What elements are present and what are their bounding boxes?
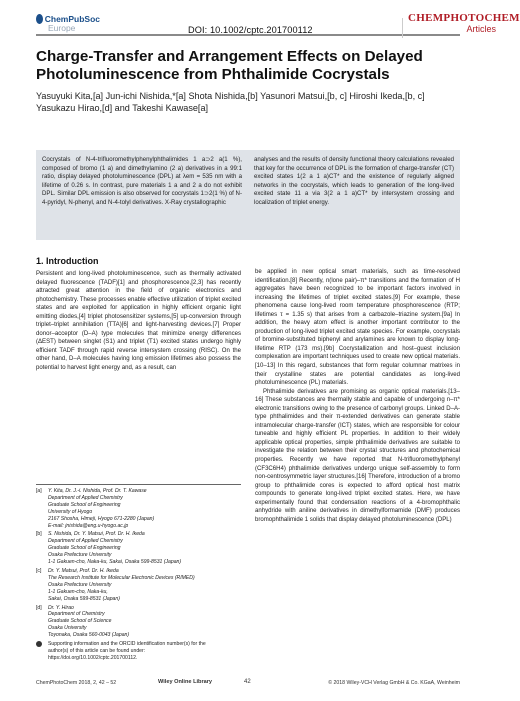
logo-subtitle: Europe	[48, 23, 76, 33]
paragraph: be applied in new optical smart materials, such as time-resolved identification.[8] Recently, n(lone pair)–π* transitions and the formation of H aggregates have been recognized to be important factors involved in increasing the lifetimes of triplet excited states.[9] For example, these phenomena cause long-lived room temperature phosphorescence (RTP; lifetimes τ = 1.35 s) that arises from a carbazole–triazine system.[9a] In addition, the heavy atom effect is another important contributor to the production of long-lived triplet excited state species. For example, cocrystals of bromine-substituted biphenyl and arylamines are known to display long-lifetime RTP (173 ms).[9b] Cocrystallization and host–guest inclusion complexation are important techniques used to create new optical materials.[10–13] In this regard, substances that form regular columnar matrixes in their crystalline states are potential candidates as long-lived photoluminescence (PL) materials.	[255, 269, 460, 387]
abstract-left: Cocrystals of N-4-trifluoromethylphenylphthalimides 1 a⊃2 a(1 %), composed of bromo (1 a) and dimethylamino (2 a) derivatives in a 99:1 ratio, display delayed photoluminescence (DPL) at λem = 535 nm with a lifetime of 0.26 s. In contrast, pure materials 1 a and 2 a do not exhibit DPL. Similar DPL emission is also observed for cocrystals 1⊃2(1 %) of N-4-pyridyl, N-phenyl, and N-4-tolyl derivatives. X-Ray crystallographic	[42, 156, 242, 206]
affiliation-footnotes	[36, 488, 241, 664]
section-heading: 1. Introduction	[36, 256, 99, 266]
journal-name: CHEMPHOTOCHEM	[408, 12, 520, 24]
email-link[interactable]: E-mail: jnishida@eng.u-hyogo.ac.jp	[48, 522, 129, 529]
body-column-right	[255, 268, 460, 524]
abstract-box	[36, 150, 460, 240]
footnote-c: [c] Dr. Y. Matsui, Prof. Dr. H. Ikeda The Research Institute for Molecular Electronic Devices (RIMED) Osaka Prefecture University 1-1 Gakuen-cho, Naka-ku, Sakai, Osaka 599-8531 (Japan)	[36, 567, 195, 602]
supporting-info-link[interactable]: https://doi.org/10.1002/cptc.201700112.	[48, 654, 138, 661]
header-bar	[36, 12, 520, 36]
footnote-b: [b] S. Nishida, Dr. Y. Matsui, Prof. Dr. H. Ikeda Department of Applied Chemistry Graduate School of Engineering Osaka Prefecture University 1-1 Gakuen-cho, Naka-ku, Sakai, Osaka 599-8531 (Japan)	[36, 531, 182, 566]
footnote-a: [a] Y. Kita, Dr. J.-i. Nishida, Prof. Dr. T. Kawase Department of Applied Chemistry Graduate School of Engineering University of Hyogo 2167 Shosha, Himeji, Hyogo 671-2280 (Japan) E-mail: jnishida@eng.u-hyogo.ac.jp	[36, 488, 155, 529]
footnote-divider	[36, 484, 241, 485]
footnote-d: [d] Dr. Y. Hirao Department of Chemistry Graduate School of Science Osaka University Toyonaka, Osaka 560-0043 (Japan)	[36, 604, 130, 639]
body-column-left	[36, 270, 241, 373]
journal-banner	[408, 12, 520, 38]
citation: ChemPhotoChem 2018, 2, 42 – 52	[36, 680, 117, 686]
paragraph: Phthalimide derivatives are promising as organic optical materials.[13–16] These substances are thermally stable and capable of undergoing n–π* electronic transitions owing to the presence of carbonyl groups. Linked D–A-type phthalimides and their π-extended derivatives can generate stable intramolecular charge-transfer (ICT) states, which are responsible for colour tuneable and highly efficient PL properties. In addition to their widely applicable optical properties, simple phthalimide derivatives are suitable to investigate the relation between their crystal structures and photochemical properties. Recently we have reported that N-trifluoromethylphenyl (CF3C6H4) phthalimide derivatives undergo unique self-assembly to form non-centrosymmetric layer structures.[16] Therefore, introduction of a bromo group to phthalimide cores is expected to afford optical host matrix compounds to generate long-lived triplet excited states. Here, we have experimentally found that condensation reactions of a 4-bromophthalic anhydride with aniline derivatives in dimethylformamide (DMF) produces bromophthalimide 1 solids that display delayed photoluminescence (DPL)	[255, 388, 460, 523]
abstract-right: analyses and the results of density functional theory calculations revealed that key for the occurrence of DPL is the formation of charge-transfer (CT) excited states 1(2 a 1 a)CT* and the existence of regularly aligned networks in the cocrystals, which leads to generation of the long-lived excited state 11 a via 3(2 a 1 a)CT* by intersystem crossing and localization of triplet energy.	[254, 156, 454, 206]
supporting-info: Supporting information and the ORCID identification number(s) for the author(s) of this article can be found under: https://doi.org/10.1002/cptc.201700112.	[36, 641, 241, 662]
wiley-online-library-link[interactable]: Wiley Online Library	[158, 679, 213, 685]
publisher-logo[interactable]	[36, 14, 100, 44]
article-title: Charge-Transfer and Arrangement Effects on Delayed Photoluminescence from Phthalimide Cocrystals	[36, 48, 423, 83]
journal-section: Articles	[466, 24, 496, 34]
logo-name: ChemPubSoc	[44, 14, 100, 24]
doi-link[interactable]: DOI: 10.1002/cptc.201700112	[188, 25, 313, 35]
logo-icon	[36, 14, 43, 24]
author-list: Yasuyuki Kita,[a] Jun-ichi Nishida,*[a] Shota Nishida,[b] Yasunori Matsui,[b, c] Hiroshi Ikeda,[b, c] Yasukazu Hirao,[d] and Takeshi Kawase[a]	[36, 91, 425, 113]
page-number: 42	[244, 679, 251, 685]
supporting-info-icon	[36, 641, 42, 647]
paragraph: Persistent and long-lived photoluminescence, such as thermally activated delayed fluorescence (TADF)[1] and phosphorescence,[2,3] has recently attracted great attention in the field of organic electronics and photochemistry. These processes enable effective utilization of triplet excited states and are exploited for application in highly efficient organic light emitting diodes,[4] triplet photosensitizer systems,[5] up-conversion through triplet–triplet annihilation (TTA)[6] and light-harvesting devices.[7] Proper donor–acceptor (D–A) type molecules that minimize energy differences (ΔEST) between singlet (S1) and triplet (T1) excited states undergo highly efficient TADF through rapid reverse intersystem crossing (RISC). On the other hand, D–A molecules having long emission lifetimes also possess the potential to harvest light energy and, as a result, can	[36, 271, 241, 372]
copyright: © 2018 Wiley-VCH Verlag GmbH & Co. KGaA, Weinheim	[328, 680, 460, 686]
